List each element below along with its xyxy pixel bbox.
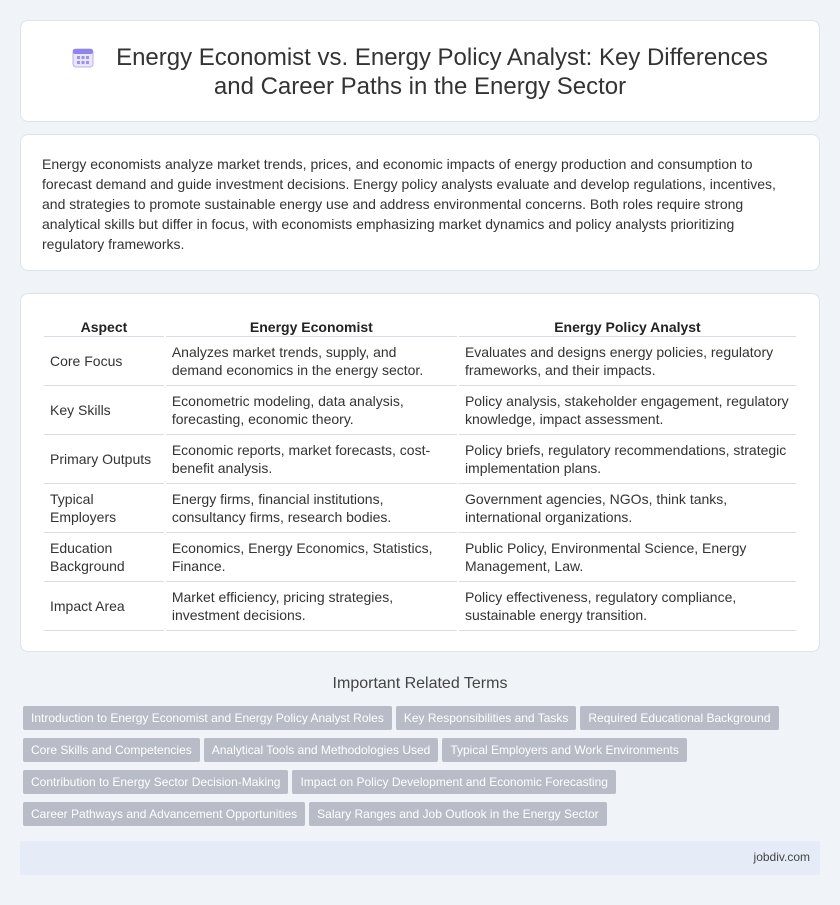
aspect-cell: Primary Outputs [44,435,164,484]
header-card [20,20,820,122]
terms-row [23,706,803,738]
related-term-tag[interactable]: Core Skills and Competencies [23,738,200,762]
title-wrap [21,43,819,101]
footer-bar [20,841,820,875]
aspect-cell: Education Background [44,533,164,582]
table-header-row [44,316,796,337]
related-term-tag[interactable]: Introduction to Energy Economist and Energy Policy Analyst Roles [23,706,392,730]
page-title-text: Energy Economist vs. Energy Policy Analyst: Key Differences and Career Paths in the Energy Sector [116,44,768,100]
column-header-aspect: Aspect [44,316,164,337]
comparison-card [20,293,820,652]
policy-analyst-cell: Government agencies, NGOs, think tanks, international organizations. [459,484,796,533]
aspect-cell: Key Skills [44,386,164,435]
related-term-tag[interactable]: Typical Employers and Work Environments [442,738,687,762]
column-header-policy-analyst: Energy Policy Analyst [459,316,796,337]
page-title [51,43,789,101]
policy-analyst-cell: Policy effectiveness, regulatory compliance, sustainable energy transition. [459,582,796,631]
aspect-cell: Impact Area [44,582,164,631]
related-terms-list [23,706,803,834]
economist-cell: Analyzes market trends, supply, and demand economics in the energy sector. [166,337,457,386]
related-term-tag[interactable]: Career Pathways and Advancement Opportunities [23,802,305,826]
comparison-table [42,316,798,631]
table-row [44,337,796,386]
economist-cell: Econometric modeling, data analysis, forecasting, economic theory. [166,386,457,435]
policy-analyst-cell: Evaluates and designs energy policies, regulatory frameworks, and their impacts. [459,337,796,386]
terms-row [23,738,803,770]
policy-analyst-cell: Public Policy, Environmental Science, Energy Management, Law. [459,533,796,582]
column-header-economist: Energy Economist [166,316,457,337]
terms-row [23,802,803,834]
table-row [44,582,796,631]
terms-row [23,770,803,802]
table-row [44,533,796,582]
economist-cell: Economics, Energy Economics, Statistics, Finance. [166,533,457,582]
policy-analyst-cell: Policy analysis, stakeholder engagement, regulatory knowledge, impact assessment. [459,386,796,435]
calendar-icon [72,46,94,68]
site-link[interactable]: jobdiv.com [753,850,810,864]
aspect-cell: Core Focus [44,337,164,386]
related-term-tag[interactable]: Salary Ranges and Job Outlook in the Energy Sector [309,802,607,826]
related-term-tag[interactable]: Contribution to Energy Sector Decision-Making [23,770,288,794]
economist-cell: Energy firms, financial institutions, consultancy firms, research bodies. [166,484,457,533]
related-term-tag[interactable]: Impact on Policy Development and Economic Forecasting [292,770,615,794]
aspect-cell: Typical Employers [44,484,164,533]
related-term-tag[interactable]: Required Educational Background [580,706,778,730]
table-row [44,386,796,435]
related-term-tag[interactable]: Analytical Tools and Methodologies Used [204,738,439,762]
policy-analyst-cell: Policy briefs, regulatory recommendations, strategic implementation plans. [459,435,796,484]
table-row [44,435,796,484]
intro-card [20,134,820,271]
economist-cell: Economic reports, market forecasts, cost-benefit analysis. [166,435,457,484]
table-row [44,484,796,533]
economist-cell: Market efficiency, pricing strategies, investment decisions. [166,582,457,631]
related-term-tag[interactable]: Key Responsibilities and Tasks [396,706,577,730]
intro-paragraph: Energy economists analyze market trends, prices, and economic impacts of energy production and consumption to forecast demand and guide investment decisions. Energy policy analysts evaluate and develop regulations, incentives, and strategies to promote sustainable energy use and address environmental concerns. Both roles require strong analytical skills but differ in focus, with economists emphasizing market dynamics and policy analysts prioritizing regulatory frameworks. [42,156,776,252]
related-terms-heading: Important Related Terms [332,675,508,692]
